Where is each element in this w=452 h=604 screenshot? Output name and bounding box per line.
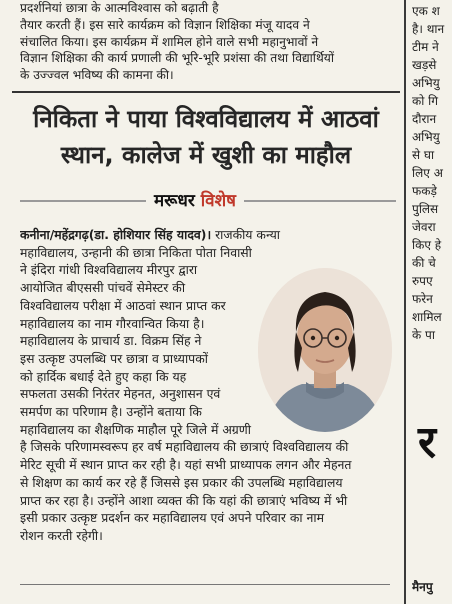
text-line: अभियु bbox=[412, 76, 440, 90]
text-line: लिए अ bbox=[412, 166, 443, 180]
text-line: विश्वविद्यालय परीक्षा में आठवां स्थान प्राप्त कर bbox=[20, 297, 226, 313]
text-line: समर्पण का परिणाम है। उन्होंने बताया कि bbox=[20, 404, 202, 420]
text-line: महाविद्यालय का शैक्षणिक माहौल पूरे जिले में अग्रणी bbox=[20, 421, 251, 437]
text-line: है जिसके परिणामस्वरूप हर वर्ष महाविद्यालय की छात्राएं विश्वविद्यालय की bbox=[20, 439, 349, 455]
text-line: के उज्ज्वल भविष्य की कामना की। bbox=[20, 68, 174, 83]
text-line: पुलिस bbox=[412, 202, 439, 216]
special-section-label bbox=[20, 188, 396, 214]
text-line: से शिक्षण का कार्य कर रहे हैं जिससे इस प्रकार की उपलब्धि महाविद्यालय bbox=[20, 474, 343, 490]
headline-line: स्थान, कालेज में खुशी का माहौल bbox=[60, 141, 352, 169]
text-line: विज्ञान शिक्षिका की कार्य प्रणाली की भूरि-भूरि प्रशंसा की तथा विद्यार्थियों bbox=[20, 51, 334, 66]
text-line: अभियु bbox=[412, 130, 440, 144]
byline: कनीना/महेंद्रगढ़(डा. होशियार सिंह यादव)। bbox=[20, 227, 212, 242]
label-word-marudhar: मरूधर bbox=[154, 191, 195, 211]
text-line: रोशन करती रहेगी। bbox=[20, 527, 103, 543]
text-line: एक श bbox=[412, 4, 440, 18]
text-line: फकड़े bbox=[412, 184, 437, 198]
text-line: को गि bbox=[412, 94, 439, 108]
text-line: महाविद्यालय, उन्हानी की छात्रा निकिता पोता निवासी bbox=[20, 244, 252, 260]
next-headline-fragment: र bbox=[418, 417, 436, 468]
text-line: तैयार करती हैं। इस सारे कार्यक्रम को विज्ञान शिक्षिका मंजू यादव ने bbox=[20, 17, 310, 32]
text-line: मेरिट सूची में स्थान प्राप्त कर रही है। यहां सभी प्राध्यापक लगन और मेहनत bbox=[20, 457, 352, 473]
article-body bbox=[20, 226, 400, 545]
section-divider bbox=[12, 91, 400, 93]
text-line: फरेन bbox=[412, 292, 433, 306]
text-line: इसी प्रकार उत्कृष्ट प्रदर्शन कर महाविद्यालय एवं अपने परिवार का नाम bbox=[20, 510, 325, 526]
label-text bbox=[146, 188, 244, 214]
text-line: प्रदर्शनियां छात्रा के आत्मविश्वास को बढ़ाती है bbox=[20, 1, 219, 15]
text-line: के पा bbox=[412, 328, 435, 342]
text-line: दौरान bbox=[412, 112, 437, 126]
text-line: आयोजित बीएससी पांचवें सेमेस्टर की bbox=[20, 280, 186, 296]
next-article-fragment: मैनपु bbox=[412, 580, 433, 594]
text-line: है। थान bbox=[412, 22, 445, 36]
text-line: सफलता उसकी निरंतर मेहनत, अनुशासन एवं bbox=[20, 386, 221, 402]
text-line: की चे bbox=[412, 256, 436, 270]
text-line: प्राप्त कर रहा है। उन्होंने आशा व्यक्त की कि यहां की छात्राएं भविष्य में भी bbox=[20, 492, 348, 508]
text-line: किए हे bbox=[412, 238, 442, 252]
article-headline bbox=[14, 101, 398, 173]
text-line: ने इंदिरा गांधी विश्वविद्यालय मीरपुर द्वारा bbox=[20, 262, 198, 278]
text-line: को हार्दिक बधाई देते हुए कहा कि यह bbox=[20, 368, 187, 384]
previous-article-text bbox=[20, 0, 398, 84]
column-divider bbox=[404, 0, 406, 604]
text-line: शामिल bbox=[412, 310, 442, 324]
text-line: जेवरा bbox=[412, 220, 436, 234]
text-line: से घा bbox=[412, 148, 435, 162]
text-line bbox=[20, 226, 400, 244]
text-line: महाविद्यालय के प्राचार्य डा. विक्रम सिंह ने bbox=[20, 333, 202, 349]
text-line: खड़से bbox=[412, 58, 437, 72]
body-text: राजकीय कन्या bbox=[211, 227, 280, 242]
text-line: टीम ने bbox=[412, 40, 439, 54]
text-line: इस उत्कृष्ट उपलब्धि पर छात्रा व प्राध्यापकों bbox=[20, 350, 208, 366]
text-line: संचालित किया। इस कार्यक्रम में शामिल होने वाले सभी महानुभावों ने bbox=[20, 34, 319, 49]
article-end-rule bbox=[20, 584, 390, 585]
headline-line: निकिता ने पाया विश्वविद्यालय में आठवां bbox=[33, 105, 379, 133]
label-word-vishesh: विशेष bbox=[200, 191, 236, 211]
text-line: रुपए bbox=[412, 274, 433, 288]
text-line: महाविद्यालय का नाम गौरवान्वित किया है। bbox=[20, 315, 205, 331]
adjacent-column bbox=[412, 0, 452, 604]
